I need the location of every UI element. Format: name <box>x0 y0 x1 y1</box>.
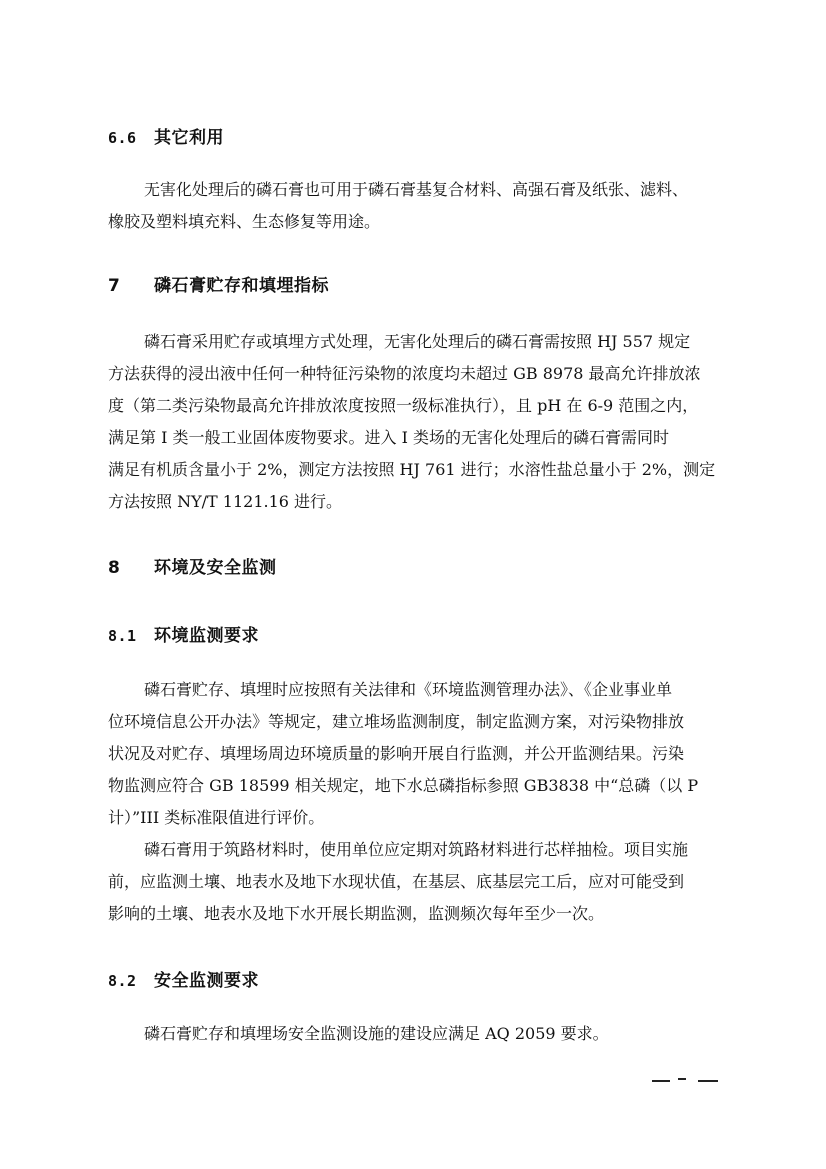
section-title: 安全监测要求 <box>154 971 259 991</box>
paragraph-line: 状况及对贮存、填埋场周边环境质量的影响开展自行监测，并公开监测结果。污染 <box>108 744 685 763</box>
paragraph-line: 计）”III 类标准限值进行评价。 <box>108 808 325 827</box>
section-number: 8.1 <box>108 627 137 645</box>
paragraph-line: 无害化处理后的磷石膏也可用于磷石膏基复合材料、高强石膏及纸张、滤料、 <box>144 180 689 199</box>
section-heading-8 <box>108 553 277 578</box>
section-number: 7 <box>108 276 121 296</box>
section-title: 环境及安全监测 <box>154 558 277 578</box>
paragraph <box>108 174 720 238</box>
paragraph-line: 前，应监测土壤、地表水及地下水现状值，在基层、底基层完工后，应对可能受到 <box>108 872 685 891</box>
paragraph <box>108 834 720 930</box>
paragraph-line: 物监测应符合 GB 18599 相关规定，地下水总磷指标参照 GB3838 中“总磷（以 P <box>108 776 699 795</box>
section-number: 8 <box>108 558 121 578</box>
section-title: 磷石膏贮存和填埋指标 <box>154 276 329 296</box>
paragraph-line: 位环境信息公开办法》等规定，建立堆场监测制度，制定监测方案，对污染物排放 <box>108 712 685 731</box>
paragraph <box>108 326 720 518</box>
paragraph-line: 影响的土壤、地表水及地下水开展长期监测，监测频次每年至少一次。 <box>108 904 605 923</box>
section-number: 8.2 <box>108 972 137 990</box>
paragraph-line: 度（第二类污染物最高允许排放浓度按照一级标准执行），且 pH 在 6-9 范围之内， <box>108 396 699 415</box>
paragraph-line: 方法获得的浸出液中任何一种特征污染物的浓度均未超过 GB 8978 最高允许排放浓 <box>108 364 701 383</box>
paragraph <box>108 1018 720 1050</box>
paragraph-line: 磷石膏采用贮存或填埋方式处理，无害化处理后的磷石膏需按照 HJ 557 规定 <box>144 332 691 351</box>
paragraph-line: 方法按照 NY/T 1121.16 进行。 <box>108 492 343 511</box>
paragraph-line: 磷石膏贮存和填埋场安全监测设施的建设应满足 AQ 2059 要求。 <box>144 1024 609 1043</box>
section-heading-7 <box>108 271 329 296</box>
section-number: 6.6 <box>108 129 137 147</box>
section-heading-8-2 <box>108 966 259 991</box>
section-title: 其它利用 <box>154 128 224 148</box>
mark-dash <box>652 1080 670 1082</box>
section-heading-8-1 <box>108 621 259 646</box>
paragraph <box>108 674 720 834</box>
paragraph-line: 满足有机质含量小于 2%，测定方法按照 HJ 761 进行；水溶性盐总量小于 2%，测定 <box>108 460 716 479</box>
mark-dash <box>678 1078 686 1080</box>
section-heading-6-6 <box>108 123 224 148</box>
paragraph-line: 橡胶及塑料填充料、生态修复等用途。 <box>108 212 381 231</box>
mark-dash <box>698 1080 718 1082</box>
paragraph-line: 磷石膏贮存、填埋时应按照有关法律和《环境监测管理办法》、《企业事业单 <box>144 680 673 699</box>
section-title: 环境监测要求 <box>154 626 259 646</box>
page-number-mark <box>652 1074 718 1084</box>
paragraph-line: 磷石膏用于筑路材料时，使用单位应定期对筑路材料进行芯样抽检。项目实施 <box>144 840 689 859</box>
paragraph-line: 满足第 I 类一般工业固体废物要求。进入 I 类场的无害化处理后的磷石膏需同时 <box>108 428 669 447</box>
